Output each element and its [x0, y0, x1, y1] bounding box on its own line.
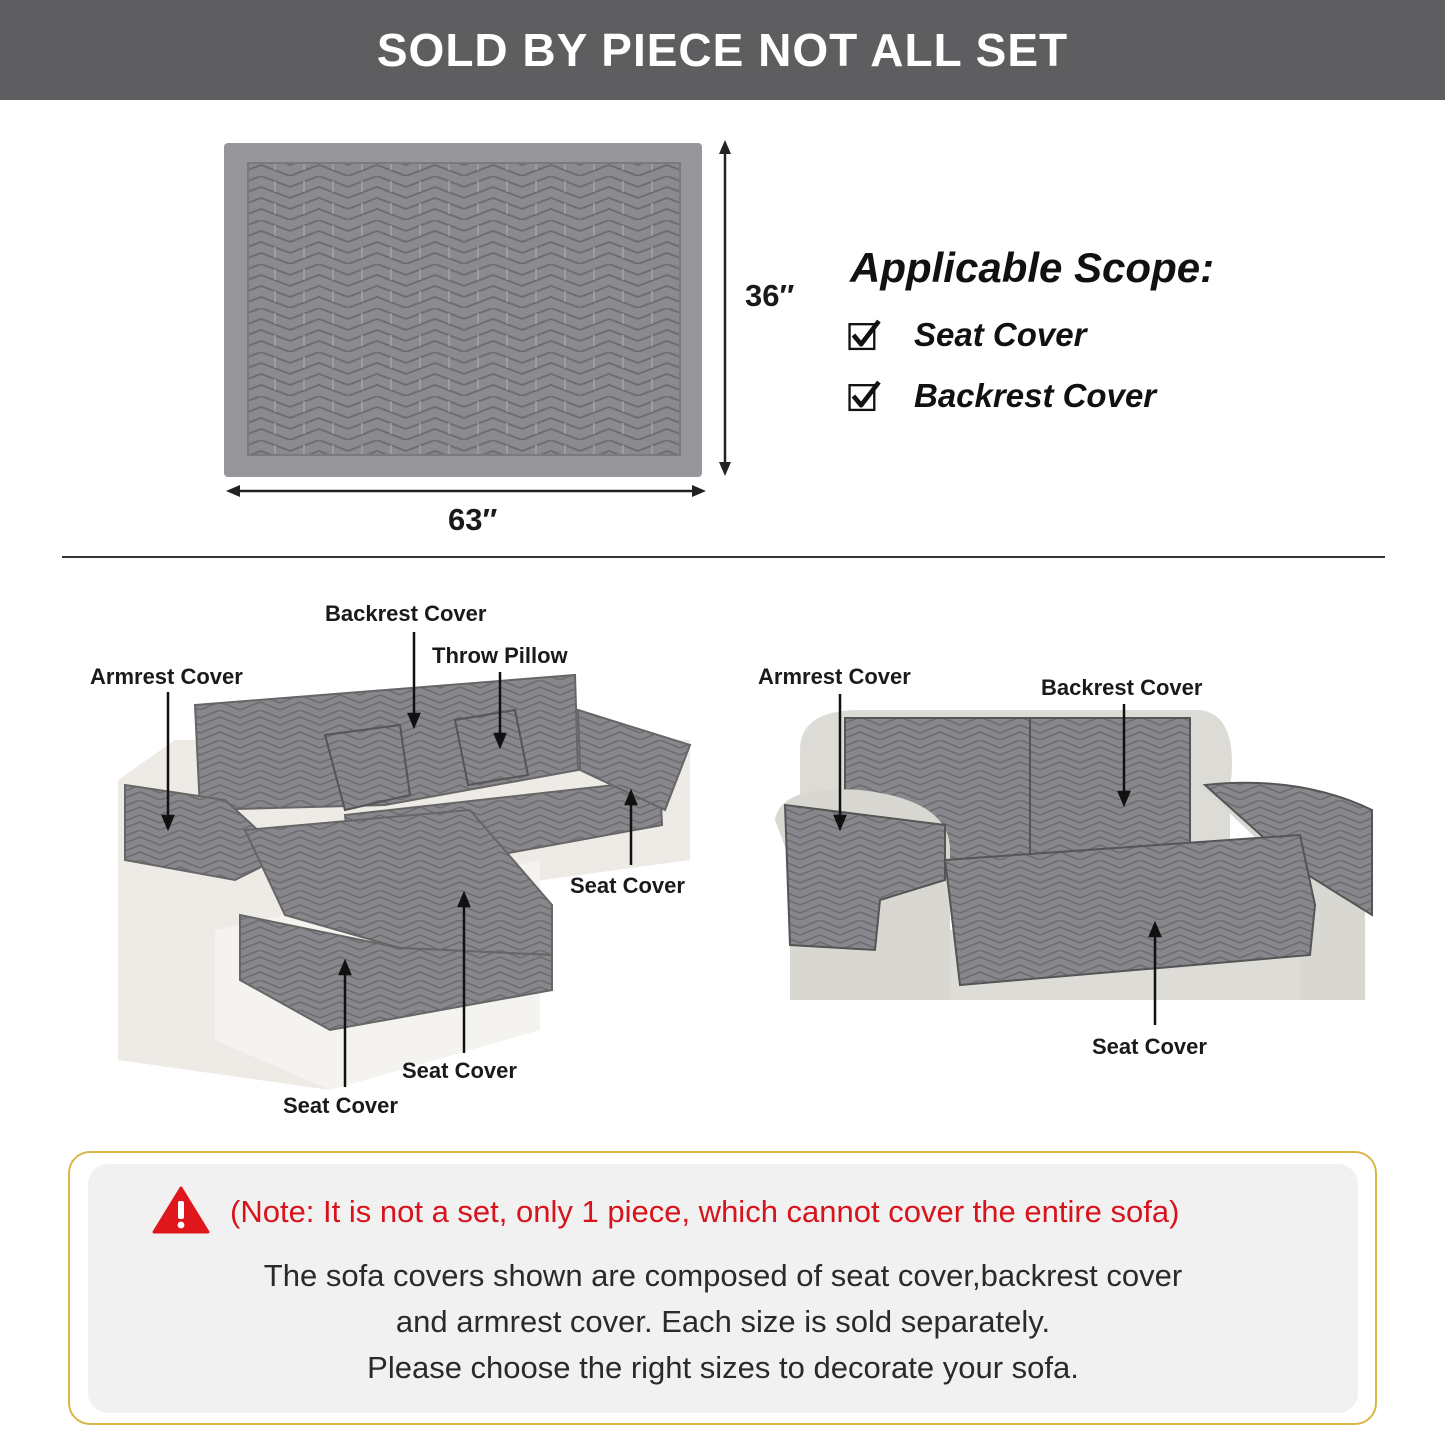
sofa-illustrations	[0, 560, 1445, 1140]
scope-item-seat-cover	[848, 316, 1086, 354]
note-line-3: Please choose the right sizes to decorate your sofa.	[367, 1350, 1079, 1385]
note-line-2: and armrest cover. Each size is sold separately.	[395, 1304, 1051, 1339]
callout-backrest-cover: Backrest Cover	[325, 601, 487, 626]
callout-seat-cover: Seat Cover	[1092, 1034, 1207, 1059]
height-arrow	[719, 140, 731, 476]
loveseat-sofa	[775, 710, 1372, 1000]
callout-armrest-cover: Armrest Cover	[758, 664, 911, 689]
scope-item-backrest-cover	[848, 377, 1156, 415]
width-arrow	[226, 485, 706, 497]
height-label: 36″	[745, 278, 795, 313]
checkbox-checked-icon	[848, 379, 882, 413]
banner-title: SOLD BY PIECE NOT ALL SET	[376, 24, 1069, 76]
section-divider	[62, 556, 1385, 558]
scope-item-label: Seat Cover	[914, 316, 1087, 353]
width-label: 63″	[448, 502, 498, 537]
callout-backrest-cover: Backrest Cover	[1041, 675, 1203, 700]
note-warning-text: (Note: It is not a set, only 1 piece, which cannot cover the entire sofa)	[230, 1194, 1180, 1229]
note-line-1: The sofa covers shown are composed of seat cover,backrest cover	[263, 1258, 1183, 1293]
warning-triangle-icon	[152, 1186, 210, 1234]
checkbox-checked-icon	[848, 318, 882, 352]
callout-seat-cover-right: Seat Cover	[570, 873, 685, 898]
callout-armrest-cover: Armrest Cover	[90, 664, 243, 689]
callout-throw-pillow: Throw Pillow	[432, 643, 568, 668]
callout-seat-cover-chaise: Seat Cover	[402, 1058, 517, 1083]
callout-seat-cover-front: Seat Cover	[283, 1093, 398, 1118]
cover-quilt	[248, 163, 680, 455]
scope-title: Applicable Scope:	[850, 244, 1215, 291]
scope-item-label: Backrest Cover	[914, 377, 1157, 414]
cover-illustration	[0, 0, 1445, 560]
